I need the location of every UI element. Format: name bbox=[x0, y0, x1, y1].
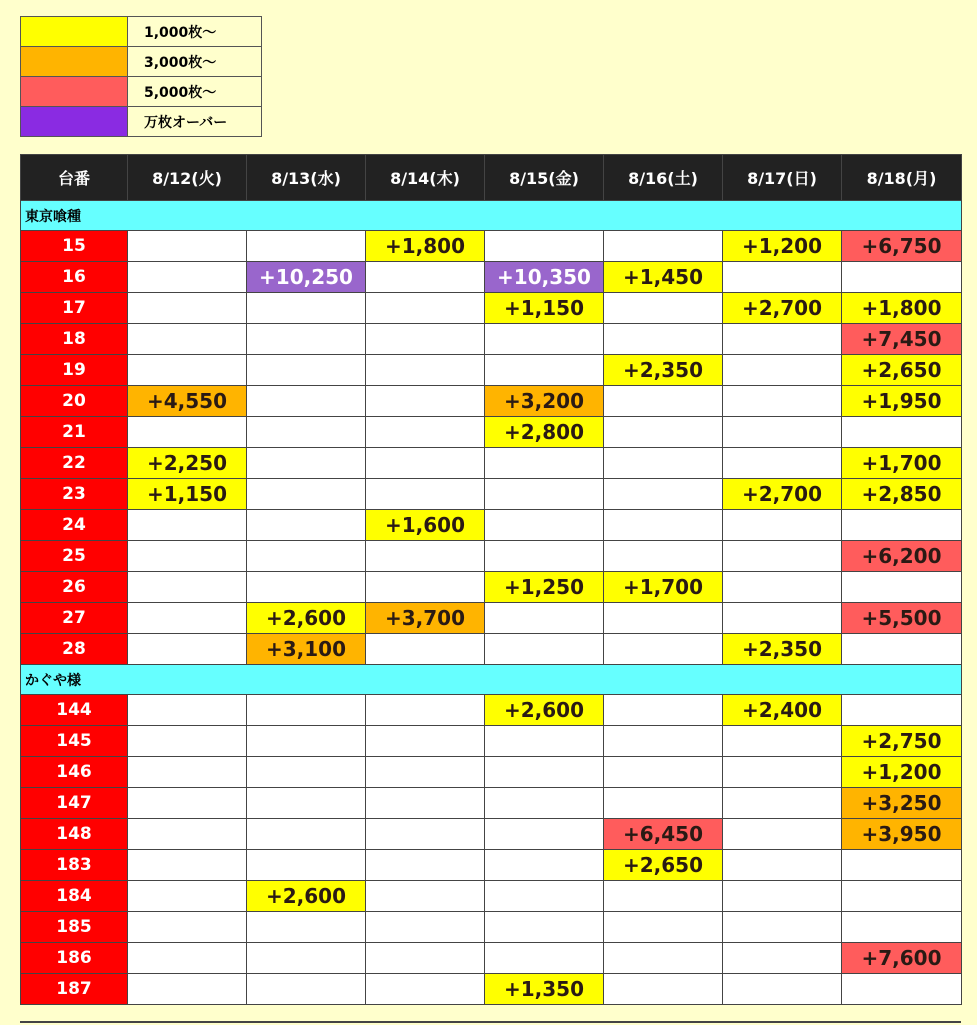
result-cell bbox=[247, 479, 366, 510]
table-row bbox=[21, 386, 962, 417]
machine-number: 20 bbox=[21, 386, 128, 417]
result-cell: +4,550 bbox=[128, 386, 247, 417]
section-row bbox=[21, 665, 962, 695]
result-cell bbox=[604, 726, 723, 757]
result-cell bbox=[247, 293, 366, 324]
machine-number: 186 bbox=[21, 943, 128, 974]
machine-number: 144 bbox=[21, 695, 128, 726]
result-cell bbox=[485, 850, 604, 881]
legend-row bbox=[21, 77, 262, 107]
result-cell: +2,600 bbox=[485, 695, 604, 726]
result-cell bbox=[247, 355, 366, 386]
section-title: かぐや様 bbox=[21, 665, 962, 695]
machine-number: 26 bbox=[21, 572, 128, 603]
column-header-date: 8/14(木) bbox=[366, 155, 485, 201]
table-row bbox=[21, 974, 962, 1005]
result-cell: +2,250 bbox=[128, 448, 247, 479]
result-cell bbox=[366, 757, 485, 788]
result-cell bbox=[604, 788, 723, 819]
machine-number: 24 bbox=[21, 510, 128, 541]
result-cell bbox=[485, 324, 604, 355]
result-cell bbox=[604, 231, 723, 262]
result-cell bbox=[128, 572, 247, 603]
result-cell: +1,150 bbox=[128, 479, 247, 510]
machine-number: 17 bbox=[21, 293, 128, 324]
result-cell: +2,600 bbox=[247, 881, 366, 912]
legend-row bbox=[21, 107, 262, 137]
result-cell bbox=[128, 881, 247, 912]
result-cell: +3,950 bbox=[842, 819, 962, 850]
result-cell bbox=[723, 355, 842, 386]
result-cell bbox=[723, 448, 842, 479]
result-cell bbox=[366, 819, 485, 850]
table-row bbox=[21, 479, 962, 510]
table-row bbox=[21, 572, 962, 603]
result-cell bbox=[604, 479, 723, 510]
result-cell bbox=[128, 417, 247, 448]
result-cell: +5,500 bbox=[842, 603, 962, 634]
result-cell bbox=[366, 572, 485, 603]
machine-number: 19 bbox=[21, 355, 128, 386]
result-cell bbox=[128, 850, 247, 881]
result-cell bbox=[723, 262, 842, 293]
result-cell bbox=[247, 572, 366, 603]
result-cell bbox=[366, 386, 485, 417]
result-cell bbox=[366, 850, 485, 881]
result-cell bbox=[604, 324, 723, 355]
result-cell bbox=[366, 881, 485, 912]
result-cell bbox=[366, 448, 485, 479]
machine-number: 184 bbox=[21, 881, 128, 912]
result-cell bbox=[485, 448, 604, 479]
result-cell bbox=[128, 788, 247, 819]
result-cell: +2,700 bbox=[723, 293, 842, 324]
machine-number: 185 bbox=[21, 912, 128, 943]
result-cell bbox=[128, 912, 247, 943]
machine-number: 22 bbox=[21, 448, 128, 479]
machine-number: 16 bbox=[21, 262, 128, 293]
result-cell: +1,800 bbox=[842, 293, 962, 324]
result-cell bbox=[366, 355, 485, 386]
result-cell: +2,650 bbox=[604, 850, 723, 881]
result-cell: +3,100 bbox=[247, 634, 366, 665]
result-cell: +6,750 bbox=[842, 231, 962, 262]
result-cell bbox=[128, 541, 247, 572]
result-cell bbox=[485, 881, 604, 912]
machine-number: 27 bbox=[21, 603, 128, 634]
column-header-machine: 台番 bbox=[21, 155, 128, 201]
column-header-date: 8/12(火) bbox=[128, 155, 247, 201]
table-row bbox=[21, 881, 962, 912]
result-cell bbox=[842, 850, 962, 881]
result-cell bbox=[485, 479, 604, 510]
machine-number: 28 bbox=[21, 634, 128, 665]
result-cell bbox=[485, 634, 604, 665]
result-cell: +2,650 bbox=[842, 355, 962, 386]
result-cell bbox=[128, 819, 247, 850]
result-cell: +1,950 bbox=[842, 386, 962, 417]
result-cell bbox=[842, 417, 962, 448]
result-cell bbox=[128, 974, 247, 1005]
machine-number: 187 bbox=[21, 974, 128, 1005]
result-cell: +1,250 bbox=[485, 572, 604, 603]
result-cell bbox=[485, 355, 604, 386]
result-cell: +7,600 bbox=[842, 943, 962, 974]
result-cell bbox=[604, 386, 723, 417]
result-cell bbox=[723, 850, 842, 881]
result-cell: +10,350 bbox=[485, 262, 604, 293]
table-row bbox=[21, 695, 962, 726]
result-cell bbox=[485, 943, 604, 974]
result-cell bbox=[723, 603, 842, 634]
result-cell: +2,700 bbox=[723, 479, 842, 510]
result-cell bbox=[247, 757, 366, 788]
result-cell: +1,350 bbox=[485, 974, 604, 1005]
result-cell bbox=[128, 510, 247, 541]
result-cell bbox=[842, 881, 962, 912]
result-cell bbox=[485, 912, 604, 943]
result-cell bbox=[366, 634, 485, 665]
table-row bbox=[21, 262, 962, 293]
result-cell bbox=[723, 510, 842, 541]
table-row bbox=[21, 912, 962, 943]
result-cell bbox=[604, 603, 723, 634]
result-cell bbox=[128, 603, 247, 634]
result-cell bbox=[723, 757, 842, 788]
result-cell bbox=[723, 788, 842, 819]
result-cell bbox=[128, 634, 247, 665]
result-cell bbox=[128, 757, 247, 788]
result-cell bbox=[366, 912, 485, 943]
table-row bbox=[21, 788, 962, 819]
table-row bbox=[21, 417, 962, 448]
legend-row bbox=[21, 17, 262, 47]
table-row bbox=[21, 541, 962, 572]
result-cell bbox=[128, 355, 247, 386]
result-cell bbox=[247, 974, 366, 1005]
result-cell bbox=[128, 262, 247, 293]
result-cell: +3,250 bbox=[842, 788, 962, 819]
table-row bbox=[21, 231, 962, 262]
result-cell bbox=[247, 726, 366, 757]
result-cell bbox=[128, 695, 247, 726]
column-header-date: 8/15(金) bbox=[485, 155, 604, 201]
result-cell bbox=[723, 943, 842, 974]
result-cell bbox=[604, 510, 723, 541]
result-cell bbox=[604, 757, 723, 788]
table-row bbox=[21, 943, 962, 974]
result-cell bbox=[247, 788, 366, 819]
result-cell bbox=[366, 788, 485, 819]
result-cell bbox=[842, 695, 962, 726]
legend-swatch bbox=[21, 107, 128, 137]
result-cell bbox=[604, 943, 723, 974]
result-cell bbox=[247, 231, 366, 262]
result-cell bbox=[842, 974, 962, 1005]
result-cell bbox=[366, 726, 485, 757]
legend-swatch bbox=[21, 47, 128, 77]
result-cell: +1,800 bbox=[366, 231, 485, 262]
result-cell bbox=[604, 293, 723, 324]
result-cell bbox=[485, 231, 604, 262]
result-cell: +1,450 bbox=[604, 262, 723, 293]
result-cell bbox=[366, 695, 485, 726]
result-cell bbox=[247, 541, 366, 572]
result-cell bbox=[842, 912, 962, 943]
result-cell bbox=[485, 819, 604, 850]
machine-number: 23 bbox=[21, 479, 128, 510]
table-row bbox=[21, 757, 962, 788]
legend bbox=[20, 16, 262, 137]
result-cell bbox=[247, 448, 366, 479]
result-cell bbox=[723, 881, 842, 912]
result-cell bbox=[247, 943, 366, 974]
machine-number: 183 bbox=[21, 850, 128, 881]
result-cell bbox=[128, 726, 247, 757]
table-row bbox=[21, 355, 962, 386]
result-cell bbox=[604, 634, 723, 665]
machine-number: 18 bbox=[21, 324, 128, 355]
section-row bbox=[21, 201, 962, 231]
result-cell bbox=[485, 757, 604, 788]
result-cell bbox=[485, 510, 604, 541]
result-cell bbox=[366, 541, 485, 572]
result-cell: +6,200 bbox=[842, 541, 962, 572]
result-cell: +1,200 bbox=[842, 757, 962, 788]
result-cell: +10,250 bbox=[247, 262, 366, 293]
column-header-date: 8/13(水) bbox=[247, 155, 366, 201]
machine-number: 25 bbox=[21, 541, 128, 572]
result-cell: +2,400 bbox=[723, 695, 842, 726]
header-row bbox=[21, 155, 962, 201]
result-cell bbox=[723, 912, 842, 943]
result-cell bbox=[366, 943, 485, 974]
legend-label: 万枚オーバー bbox=[128, 107, 262, 137]
result-cell bbox=[485, 726, 604, 757]
machine-number: 148 bbox=[21, 819, 128, 850]
result-cell bbox=[247, 912, 366, 943]
result-cell bbox=[128, 231, 247, 262]
result-cell bbox=[723, 541, 842, 572]
result-cell: +2,350 bbox=[723, 634, 842, 665]
result-cell: +2,350 bbox=[604, 355, 723, 386]
result-cell bbox=[485, 603, 604, 634]
result-cell bbox=[247, 819, 366, 850]
result-cell bbox=[247, 386, 366, 417]
result-cell: +3,200 bbox=[485, 386, 604, 417]
result-cell bbox=[604, 541, 723, 572]
machine-number: 145 bbox=[21, 726, 128, 757]
result-cell bbox=[485, 541, 604, 572]
table-row bbox=[21, 850, 962, 881]
table-row bbox=[21, 819, 962, 850]
results-table bbox=[20, 154, 962, 1005]
legend-row bbox=[21, 47, 262, 77]
result-cell bbox=[842, 572, 962, 603]
result-cell: +3,700 bbox=[366, 603, 485, 634]
result-cell bbox=[485, 788, 604, 819]
result-cell bbox=[604, 912, 723, 943]
result-cell: +1,200 bbox=[723, 231, 842, 262]
result-cell bbox=[604, 881, 723, 912]
result-cell bbox=[842, 262, 962, 293]
column-header-date: 8/18(月) bbox=[842, 155, 962, 201]
table-row bbox=[21, 448, 962, 479]
table-row bbox=[21, 634, 962, 665]
result-cell: +2,850 bbox=[842, 479, 962, 510]
machine-number: 21 bbox=[21, 417, 128, 448]
result-cell bbox=[604, 974, 723, 1005]
legend-label: 5,000枚～ bbox=[128, 77, 262, 107]
machine-number: 15 bbox=[21, 231, 128, 262]
result-cell bbox=[128, 324, 247, 355]
result-cell: +2,800 bbox=[485, 417, 604, 448]
result-cell bbox=[604, 695, 723, 726]
result-cell bbox=[247, 417, 366, 448]
result-cell bbox=[723, 572, 842, 603]
bottom-divider bbox=[20, 1021, 961, 1023]
result-cell bbox=[128, 293, 247, 324]
column-header-date: 8/16(土) bbox=[604, 155, 723, 201]
result-cell bbox=[723, 324, 842, 355]
result-cell bbox=[366, 293, 485, 324]
table-row bbox=[21, 726, 962, 757]
table-row bbox=[21, 510, 962, 541]
table-row bbox=[21, 293, 962, 324]
machine-number: 147 bbox=[21, 788, 128, 819]
result-cell bbox=[247, 850, 366, 881]
result-cell bbox=[366, 324, 485, 355]
legend-label: 3,000枚～ bbox=[128, 47, 262, 77]
section-title: 東京喰種 bbox=[21, 201, 962, 231]
table-row bbox=[21, 603, 962, 634]
result-cell bbox=[723, 726, 842, 757]
result-cell: +6,450 bbox=[604, 819, 723, 850]
result-cell bbox=[604, 417, 723, 448]
result-cell bbox=[247, 695, 366, 726]
table-row bbox=[21, 324, 962, 355]
result-cell bbox=[366, 262, 485, 293]
result-cell: +1,600 bbox=[366, 510, 485, 541]
result-cell: +7,450 bbox=[842, 324, 962, 355]
result-cell: +1,700 bbox=[604, 572, 723, 603]
result-cell bbox=[128, 943, 247, 974]
result-cell: +1,700 bbox=[842, 448, 962, 479]
result-cell: +2,750 bbox=[842, 726, 962, 757]
legend-swatch bbox=[21, 77, 128, 107]
result-cell: +1,150 bbox=[485, 293, 604, 324]
result-cell bbox=[366, 479, 485, 510]
result-cell bbox=[604, 448, 723, 479]
result-cell bbox=[723, 974, 842, 1005]
legend-label: 1,000枚～ bbox=[128, 17, 262, 47]
result-cell bbox=[723, 386, 842, 417]
column-header-date: 8/17(日) bbox=[723, 155, 842, 201]
result-cell bbox=[247, 510, 366, 541]
result-cell bbox=[247, 324, 366, 355]
legend-swatch bbox=[21, 17, 128, 47]
machine-number: 146 bbox=[21, 757, 128, 788]
result-cell bbox=[842, 510, 962, 541]
result-cell: +2,600 bbox=[247, 603, 366, 634]
result-cell bbox=[366, 974, 485, 1005]
result-cell bbox=[723, 417, 842, 448]
result-cell bbox=[366, 417, 485, 448]
result-cell bbox=[842, 634, 962, 665]
result-cell bbox=[723, 819, 842, 850]
